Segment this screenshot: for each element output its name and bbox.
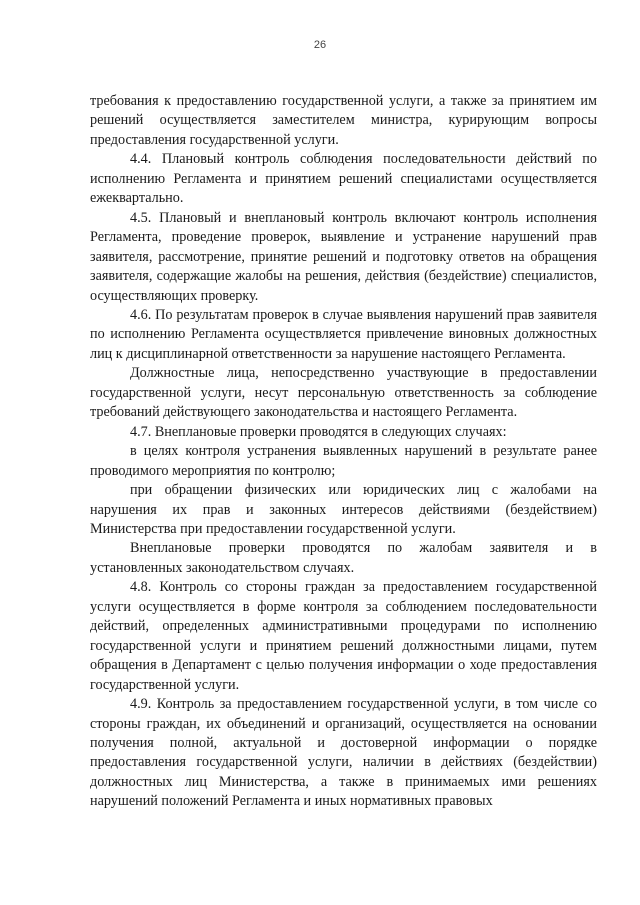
paragraph-continuation: требования к предоставлению государственной услуги, а также за принятием им решений осуществляется заместителем министра, курирующим вопросы предоставления государственной услуги.: [90, 93, 597, 148]
paragraph-4-5: 4.5. Плановый и внеплановый контроль включают контроль исполнения Регламента, проведение проверок, выявление и устранение нарушений прав заявителя, рассмотрение, принятие решений и подготовку ответов на обращения заявителя, содержащие жалобы на решения, действия (бездействие) специалистов, осуществляющих проверку.: [90, 209, 597, 304]
paragraph-4-6: 4.6. По результатам проверок в случае выявления нарушений прав заявителя по исполнению Регламента осуществляется привлечение виновных должностных лиц к дисциплинарной ответственности за нарушение настоящего Регламента.: [90, 306, 597, 362]
paragraph-unscheduled-checks: Внеплановые проверки проводятся по жалобам заявителя и в установленных законодательством случаях.: [90, 540, 597, 576]
paragraph-case-control: в целях контроля устранения выявленных нарушений в результате ранее проводимого мероприятия по контролю;: [90, 443, 597, 479]
body-text: [90, 92, 597, 812]
paragraph-case-complaint: при обращении физических или юридических лиц с жалобами на нарушения их прав и законных интересов действиями (бездействием) Министерства при предоставлении государственной услуги.: [90, 482, 597, 537]
paragraph-4-9: 4.9. Контроль за предоставлением государственной услуги, в том числе со стороны граждан, их объединений и организаций, осуществляется на основании получения полной, актуальной и достоверной информации о порядке предоставления государственной услуги, наличии в действиях (бездействии) должностных лиц Министерства, а также в принимаемых ими решениях нарушений положений Регламента и иных нормативных правовых: [90, 696, 597, 810]
paragraph-4-7: 4.7. Внеплановые проверки проводятся в следующих случаях:: [130, 423, 507, 440]
paragraph-responsibility: Должностные лица, непосредственно участвующие в предоставлении государственной услуги, несут персональную ответственность за соблюдение требований действующего законодательства и настоящего Регламента.: [90, 365, 597, 421]
paragraph-4-4: 4.4. Плановый контроль соблюдения последовательности действий по исполнению Регламента и принятием решений специалистами осуществляется ежеквартально.: [90, 151, 597, 207]
page-number: 26: [313, 39, 327, 51]
paragraph-4-8: 4.8. Контроль со стороны граждан за предоставлением государственной услуги осуществляется в форме контроля за соблюдением последовательности действий, определенных административными процедурами по исполнению государственной услуги и принятием решений должностными лицами, путем обращения в Департамент с целью получения информации о ходе предоставления государственной услуги.: [90, 579, 597, 693]
